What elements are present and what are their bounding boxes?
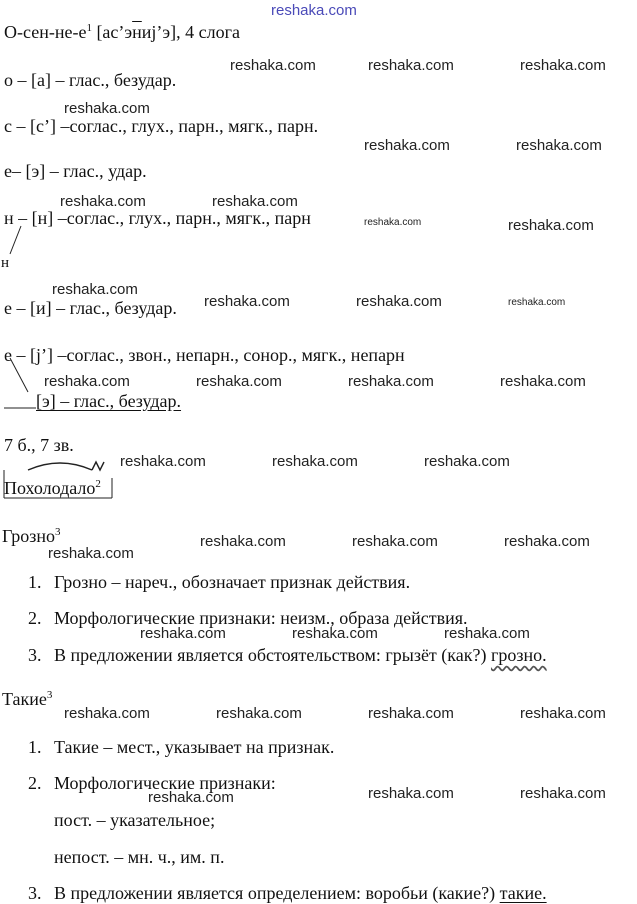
watermark: reshaka.com xyxy=(120,453,206,470)
watermark: reshaka.com xyxy=(516,137,602,154)
watermark: reshaka.com xyxy=(352,533,438,550)
watermark: reshaka.com xyxy=(368,785,454,802)
watermark: reshaka.com xyxy=(444,625,530,642)
watermark: reshaka.com xyxy=(52,281,138,298)
watermark: reshaka.com xyxy=(520,57,606,74)
watermark: reshaka.com xyxy=(500,373,586,390)
watermark: reshaka.com xyxy=(368,57,454,74)
watermark: reshaka.com xyxy=(508,297,566,308)
transcription: [ас’эниj’э], 4 слога xyxy=(96,22,240,42)
list-item: 3. В предложении является обстоятельством: грызёт (как?) грозно. xyxy=(28,645,547,665)
watermark-top: reshaka.com xyxy=(271,2,357,19)
watermark: reshaka.com xyxy=(212,193,298,210)
watermark: reshaka.com xyxy=(348,373,434,390)
list-item: 2. Морфологические признаки: xyxy=(28,773,276,793)
footnote-mark: 1 xyxy=(86,22,92,34)
watermark: reshaka.com xyxy=(520,785,606,802)
watermark: reshaka.com xyxy=(368,705,454,722)
phonetic-line: о – [а] – глас., безудар. xyxy=(4,70,177,90)
watermark: reshaka.com xyxy=(508,217,594,234)
watermark: reshaka.com xyxy=(216,705,302,722)
word-heading: Такие$^3$ xyxy=(2,689,53,709)
word-heading: Грозно$^3$ xyxy=(2,526,61,546)
phonetic-line-sub: н xyxy=(1,255,10,271)
phonetic-line: с – [с’] –соглас., глух., парн., мягк., парн. xyxy=(4,116,319,136)
watermark: reshaka.com xyxy=(230,57,316,74)
watermark: reshaka.com xyxy=(272,453,358,470)
watermark: reshaka.com xyxy=(64,100,150,117)
phonetic-line: е– [э] – глас., удар. xyxy=(4,161,147,181)
watermark: reshaka.com xyxy=(196,373,282,390)
list-item: 1. Грозно – нареч., обозначает признак действия. xyxy=(28,572,411,592)
watermark: reshaka.com xyxy=(204,293,290,310)
watermark: reshaka.com xyxy=(520,705,606,722)
list-item: 3. В предложении является определением: воробьи (какие?) такие. xyxy=(28,883,547,903)
watermark: reshaka.com xyxy=(148,789,234,806)
phonetic-line: [э] – глас., безудар. xyxy=(36,391,182,411)
list-subitem: пост. – указательное; xyxy=(54,810,216,830)
phonetic-line: н – [н] –соглас., глух., парн., мягк., парн xyxy=(4,208,311,228)
list-subitem: непост. – мн. ч., им. п. xyxy=(54,847,225,867)
phonetic-line: е – [j’] –соглас., звон., непарн., сонор., мягк., непарн xyxy=(4,345,405,365)
phonetic-line: е – [и] – глас., безудар. xyxy=(4,298,177,318)
watermark: reshaka.com xyxy=(140,625,226,642)
watermark: reshaka.com xyxy=(48,545,134,562)
word-morpheme-analysis: Похолодало$^2$ xyxy=(4,478,101,498)
watermark: reshaka.com xyxy=(200,533,286,550)
watermark: reshaka.com xyxy=(64,705,150,722)
watermark: reshaka.com xyxy=(424,453,510,470)
list-item: 1. Такие – мест., указывает на признак. xyxy=(28,737,335,757)
word-syllables: О-сен-не-е xyxy=(4,22,87,42)
watermark: reshaka.com xyxy=(356,293,442,310)
watermark: reshaka.com xyxy=(504,533,590,550)
list-item: 2. Морфологические признаки: неизм., образа действия. xyxy=(28,608,468,628)
letters-sounds-count: 7 б., 7 зв. xyxy=(4,435,74,455)
watermark: reshaka.com xyxy=(60,193,146,210)
watermark: reshaka.com xyxy=(292,625,378,642)
watermark: reshaka.com xyxy=(364,137,450,154)
watermark: reshaka.com xyxy=(364,217,422,228)
watermark: reshaka.com xyxy=(44,373,130,390)
